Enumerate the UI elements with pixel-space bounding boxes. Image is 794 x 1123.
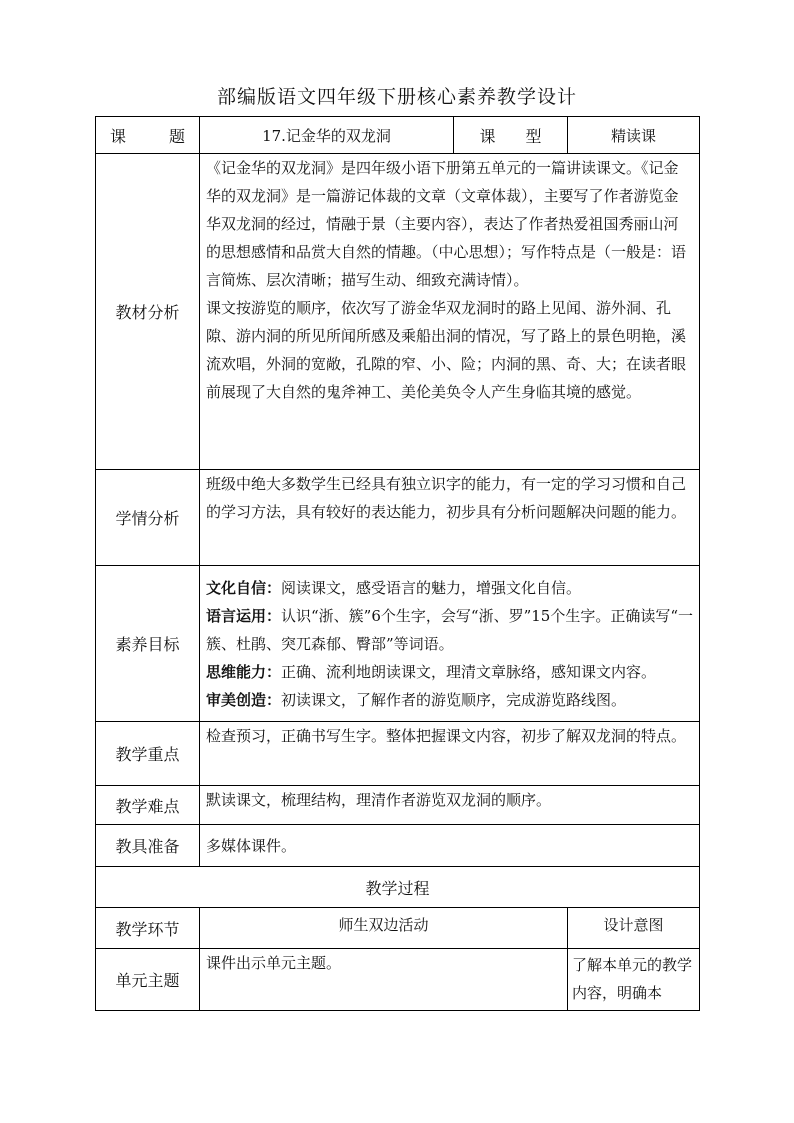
type-label-cell — [454, 117, 568, 154]
goal-key: 思维能力： — [206, 662, 282, 681]
material-content — [200, 154, 700, 470]
goal-text: 阅读课文，感受语言的魅力，增强文化自信。 — [281, 578, 582, 597]
students-content: 班级中绝大多数学生已经具有独立识字的能力，有一定的学习习惯和自己的学习方法，具有较好的表达能力，初步具有分析问题解决问题的能力。 — [200, 470, 700, 566]
difficulties-content: 默读课文，梳理结构，理清作者游览双龙洞的顺序。 — [200, 786, 700, 825]
topic-row — [96, 117, 700, 154]
material-paragraph-1: 《记金华的双龙洞》是四年级小语下册第五单元的一篇讲读课文。《记金华的双龙洞》是一篇游记体裁的文章（文章体裁），主要写了作者游览金华双龙洞的经过，情融于景（主要内容），表达了作者热爱祖国秀丽山河的思想感情和品赏大自然的情趣。（中心思想）；写作特点是（一般是：语言简炼、层次清晰；描写生动、细致充满诗情）。 — [206, 159, 687, 289]
goal-item — [206, 574, 693, 602]
goal-text: 初读课文，了解作者的游览顺序，完成游览路线图。 — [281, 690, 627, 709]
process-row-activity: 课件出示单元主题。 — [200, 949, 568, 1011]
key-points-label: 教学重点 — [96, 722, 200, 786]
process-row-stage: 单元主题 — [96, 949, 200, 1011]
goal-key: 文化自信： — [206, 578, 282, 597]
process-col-stage: 教学环节 — [96, 908, 200, 949]
goal-item — [206, 686, 693, 714]
lesson-plan-table — [95, 116, 700, 1011]
goals-label: 素养目标 — [96, 566, 200, 722]
goal-item — [206, 602, 693, 658]
goals-row — [96, 566, 700, 722]
tools-content: 多媒体课件。 — [200, 825, 700, 867]
goal-item — [206, 658, 693, 686]
material-label: 教材分析 — [96, 154, 200, 470]
goal-text: 认识“浙、簇”6个生字，会写“浙、罗”15个生字。正确读写“一簇、杜鹃、突兀森郁、臀部”等词语。 — [206, 606, 693, 653]
tools-row — [96, 825, 700, 867]
topic-label-char2: 题 — [168, 126, 185, 146]
difficulties-row — [96, 786, 700, 825]
key-points-row — [96, 722, 700, 786]
document-title: 部编版语文四年级下册核心素养教学设计 — [216, 86, 577, 108]
students-label: 学情分析 — [96, 470, 200, 566]
goal-key: 审美创造： — [206, 690, 282, 709]
goals-content — [200, 566, 700, 722]
topic-label-char1: 课 — [110, 126, 127, 146]
key-points-content: 检查预习，正确书写生字。整体把握课文内容，初步了解双龙洞的特点。 — [200, 722, 700, 786]
tools-label: 教具准备 — [96, 825, 200, 867]
process-title-row — [96, 867, 700, 908]
process-col-intent: 设计意图 — [568, 908, 700, 949]
type-value: 精读课 — [568, 117, 700, 154]
difficulties-label: 教学难点 — [96, 786, 200, 825]
process-title: 教学过程 — [96, 867, 700, 908]
material-row — [96, 154, 700, 470]
process-col-activity: 师生双边活动 — [200, 908, 568, 949]
process-header-row — [96, 908, 700, 949]
topic-value: 17.记金华的双龙洞 — [200, 117, 454, 154]
goal-key: 语言运用： — [206, 606, 282, 625]
process-row — [96, 949, 700, 1011]
students-row — [96, 470, 700, 566]
material-paragraph-2: 课文按游览的顺序，依次写了游金华双龙洞时的路上见闻、游外洞、孔隙、游内洞的所见所闻所感及乘船出洞的情况，写了路上的景色明艳，溪流欢唱，外洞的宽敞，孔隙的窄、小、险；内洞的黑、奇、大；在读者眼前展现了大自然的鬼斧神工、美伦美奂令人产生身临其境的感觉。 — [206, 299, 687, 401]
goal-text: 正确、流利地朗读课文，理清文章脉络，感知课文内容。 — [281, 662, 657, 681]
type-label-char2: 型 — [525, 126, 542, 146]
process-row-intent: 了解本单元的教学内容，明确本 — [568, 949, 700, 1011]
type-label-char1: 课 — [479, 126, 496, 146]
topic-label-cell — [96, 117, 200, 154]
